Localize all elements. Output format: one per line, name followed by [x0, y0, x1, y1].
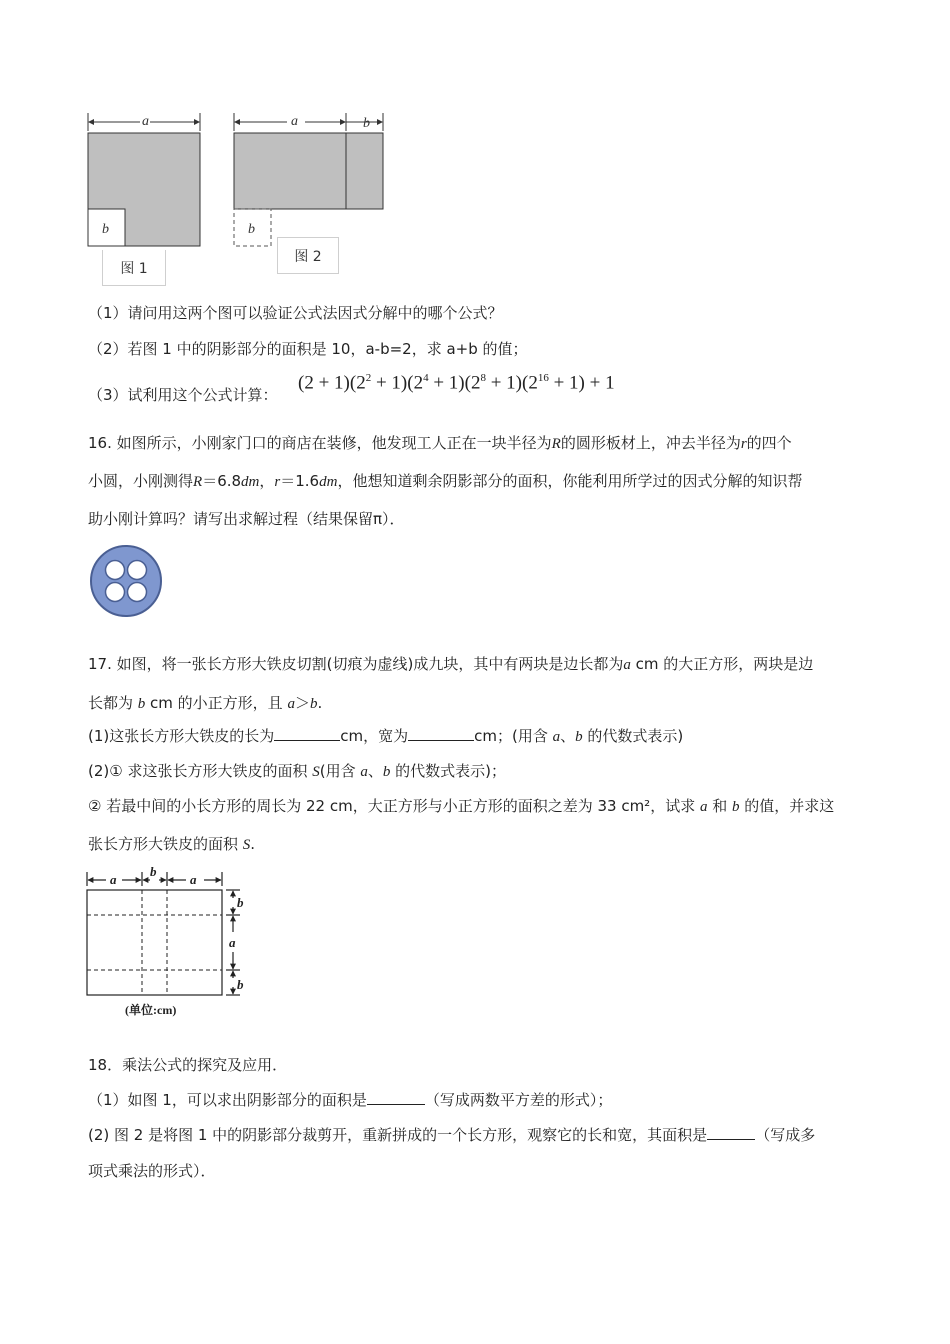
text: 和	[707, 797, 733, 815]
text: cm 的大正方形，两块是边	[630, 655, 814, 673]
var-R: R	[193, 474, 203, 490]
q15-part1: （1）请问用这两个图可以验证公式法因式分解中的哪个公式？	[88, 304, 503, 322]
q15-part2: （2）若图 1 中的阴影部分的面积是 10，a-b=2，求 a+b 的值；	[88, 340, 528, 358]
text: .	[317, 694, 323, 712]
text: (1)这张长方形大铁皮的长为	[88, 727, 275, 745]
fig1-label-a: a	[142, 114, 149, 129]
top-label-a: a	[110, 872, 117, 887]
text: 张长方形大铁皮的面积	[88, 835, 243, 853]
var-r: r	[274, 474, 281, 490]
fig2-label-b: b	[248, 222, 255, 237]
fig2-label-a: a	[291, 114, 298, 129]
var-a: a	[623, 657, 631, 673]
fig1-caption: 图 1	[102, 250, 166, 286]
top-label-b: b	[150, 864, 157, 879]
var-b: b	[382, 764, 391, 780]
text: ，	[259, 472, 275, 490]
text: ② 若最中间的小长方形的周长为 22 cm，大正方形与小正方形的面积之差为 33 cm²，试求	[88, 797, 700, 815]
q16-line2	[88, 470, 802, 491]
formula-part: + 1) + 1	[548, 372, 615, 394]
q17-line2	[88, 692, 322, 713]
var-b: b	[137, 696, 146, 712]
q18-title: 18．乘法公式的探究及应用．	[88, 1056, 288, 1074]
top-label-a: a	[190, 872, 197, 887]
text: (2)① 求这张长方形大铁皮的面积	[88, 762, 313, 780]
hole-circle	[128, 583, 147, 602]
q15-formula	[298, 372, 615, 394]
q18-part2	[88, 1124, 815, 1145]
text: (2) 图 2 是将图 1 中的阴影部分裁剪开，重新拼成的一个长方形，观察它的长和宽，其面积是	[88, 1126, 708, 1144]
fig1-label-b: b	[102, 222, 109, 237]
text: 的值，并求这	[739, 797, 835, 815]
q17-part2	[88, 760, 506, 781]
q17-part4	[88, 833, 255, 854]
text: cm；(用含	[474, 727, 553, 745]
text: 长都为	[88, 694, 138, 712]
sheet-figure	[80, 862, 260, 1022]
formula-exp: 16	[537, 372, 549, 384]
unit-caption: (单位:cm)	[125, 1003, 177, 1017]
text: （1）如图 1，可以求出阴影部分的面积是	[88, 1091, 367, 1109]
text: cm，宽为	[340, 727, 409, 745]
var-a: a	[287, 696, 295, 712]
text: 、	[560, 727, 576, 745]
figure-2	[225, 105, 395, 255]
q17-line1	[88, 653, 813, 674]
q16-line1	[88, 432, 792, 453]
text: （写成两数平方差的形式）；	[424, 1091, 613, 1109]
text: 的代数式表示)	[582, 727, 684, 745]
fig2-caption: 图 2	[277, 237, 339, 274]
var-a: a	[699, 799, 708, 815]
q17-part3	[88, 795, 834, 816]
formula-part: + 1)(2	[371, 372, 424, 394]
var-a: a	[552, 729, 561, 745]
q16-line3: 助小刚计算吗？请写出求解过程（结果保留π）．	[88, 510, 405, 528]
figure-1	[80, 105, 210, 255]
text: （写成多	[755, 1126, 816, 1144]
plate-circle	[91, 546, 161, 616]
q15-part3	[88, 384, 278, 405]
hole-circle	[106, 583, 125, 602]
var-r: r	[740, 436, 747, 452]
var-S: S	[242, 837, 251, 853]
answer-blank[interactable]	[408, 726, 474, 741]
text: (用含	[319, 762, 361, 780]
formula-exp: 4	[423, 372, 429, 384]
var-S: S	[312, 764, 320, 780]
hole-circle	[128, 561, 147, 580]
fig2-label-b-top: b	[363, 116, 370, 131]
q18-part3: 项式乘法的形式）．	[88, 1162, 216, 1180]
side-label-b: b	[237, 977, 244, 992]
text: ，他想知道剩余阴影部分的面积，你能利用所学过的因式分解的知识帮	[337, 472, 803, 490]
answer-blank[interactable]	[367, 1090, 425, 1105]
text: 的四个	[746, 434, 792, 452]
var-R: R	[551, 436, 561, 452]
q15-part3-text: （3）试利用这个公式计算：	[88, 386, 278, 404]
formula-exp: 2	[365, 372, 372, 384]
var-b: b	[575, 729, 583, 745]
fig2-rect-a	[234, 133, 346, 209]
text: .	[250, 835, 256, 853]
unit-dm: dm	[241, 474, 260, 490]
text: ＝1.6	[280, 472, 320, 490]
var-b: b	[732, 799, 740, 815]
formula-exp: 8	[480, 372, 486, 384]
formula-part: + 1)(2	[428, 372, 481, 394]
fig2-rect-b	[346, 133, 383, 209]
var-a: a	[360, 764, 368, 780]
text: 小圆，小刚测得	[88, 472, 194, 490]
text: 16. 如图所示，小刚家门口的商店在装修，他发现工人正在一块半径为	[88, 434, 552, 452]
answer-blank[interactable]	[707, 1125, 755, 1140]
text: cm 的小正方形，且	[145, 694, 288, 712]
circle-plate-figure	[88, 543, 166, 621]
side-label-b: b	[237, 895, 244, 910]
text: 、	[367, 762, 383, 780]
text: 17. 如图，将一张长方形大铁皮切割(切痕为虚线)成九块，其中有两块是边长都为	[88, 655, 624, 673]
q18-part1	[88, 1089, 612, 1110]
sheet-outline	[87, 890, 222, 995]
text: ＞	[294, 694, 310, 712]
answer-blank[interactable]	[274, 726, 340, 741]
text: 的代数式表示)；	[390, 762, 506, 780]
text: 的圆形板材上，冲去半径为	[560, 434, 741, 452]
text: ＝6.8	[202, 472, 242, 490]
hole-circle	[106, 561, 125, 580]
unit-dm: dm	[319, 474, 338, 490]
formula-part: + 1)(2	[485, 372, 538, 394]
side-label-a: a	[229, 935, 236, 950]
q17-part1	[88, 725, 683, 746]
var-b: b	[309, 696, 318, 712]
formula-part: (2 + 1)(2	[298, 372, 366, 394]
